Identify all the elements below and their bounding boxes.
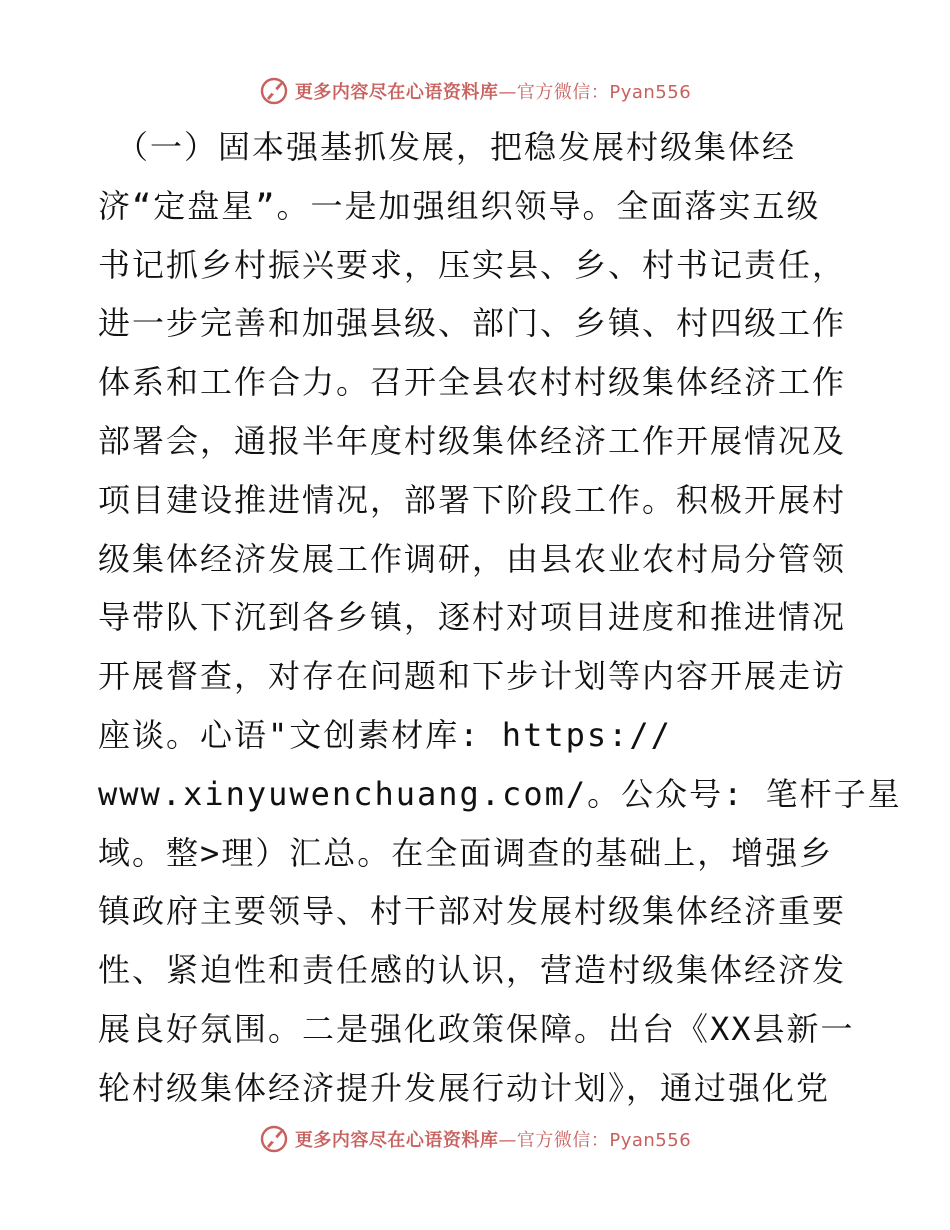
text-line: 进一步完善和加强县级、部门、乡镇、村四级工作 <box>98 304 847 343</box>
watermark-wechat-label: 官方微信： <box>516 1130 610 1151</box>
footer-watermark <box>0 1122 950 1156</box>
text-line: 济“定盘星”。一是加强组织领导。全面落实五级 <box>98 186 821 225</box>
watermark-dash: — <box>498 1130 517 1151</box>
text-line: 镇政府主要领导、村干部对发展村级集体经济重要 <box>98 892 847 931</box>
text-line: www.xinyuwenchuang.com/。公众号: 笔杆子星 <box>98 774 902 813</box>
text-line: 级集体经济发展工作调研，由县农业农村局分管领 <box>98 539 847 578</box>
quill-pen-logo-icon <box>259 1124 289 1154</box>
text-line: 性、紧迫性和责任感的认识，营造村级集体经济发 <box>98 951 847 990</box>
text-line: 导带队下沉到各乡镇，逐村对项目进度和推进情况 <box>98 598 847 637</box>
watermark-wechat-id: Pyan556 <box>609 82 692 103</box>
text-line: 部署会，通报半年度村级集体经济工作开展情况及 <box>98 421 847 460</box>
watermark-dash: — <box>498 82 517 103</box>
text-line: 座谈。心语"文创素材库: https:// <box>98 715 672 754</box>
text-line: 轮村级集体经济提升发展行动计划》，通过强化党 <box>98 1068 831 1107</box>
watermark-wechat-id: Pyan556 <box>609 1130 692 1151</box>
text-line: （一）固本强基抓发展，把稳发展村级集体经 <box>116 128 797 166</box>
text-line: 项目建设推进情况，部署下阶段工作。积极开展村 <box>98 480 847 519</box>
document-body <box>98 118 902 1118</box>
text-line: 开展督查，对存在问题和下步计划等内容开展走访 <box>98 657 847 696</box>
text-line: 书记抓乡村振兴要求，压实县、乡、村书记责任， <box>98 245 847 284</box>
watermark-brand: 更多内容尽在心语资料库 <box>294 82 499 103</box>
header-watermark <box>0 74 950 108</box>
text-line: 体系和工作合力。召开全县农村村级集体经济工作 <box>98 363 847 402</box>
watermark-brand: 更多内容尽在心语资料库 <box>294 1130 499 1151</box>
text-line: 展良好氛围。二是强化政策保障。出台《XX县新一 <box>98 1009 855 1048</box>
watermark-wechat-label: 官方微信： <box>516 82 610 103</box>
quill-pen-logo-icon <box>259 76 289 106</box>
text-line: 域。整>理）汇总。在全面调查的基础上，增强乡 <box>98 833 834 872</box>
